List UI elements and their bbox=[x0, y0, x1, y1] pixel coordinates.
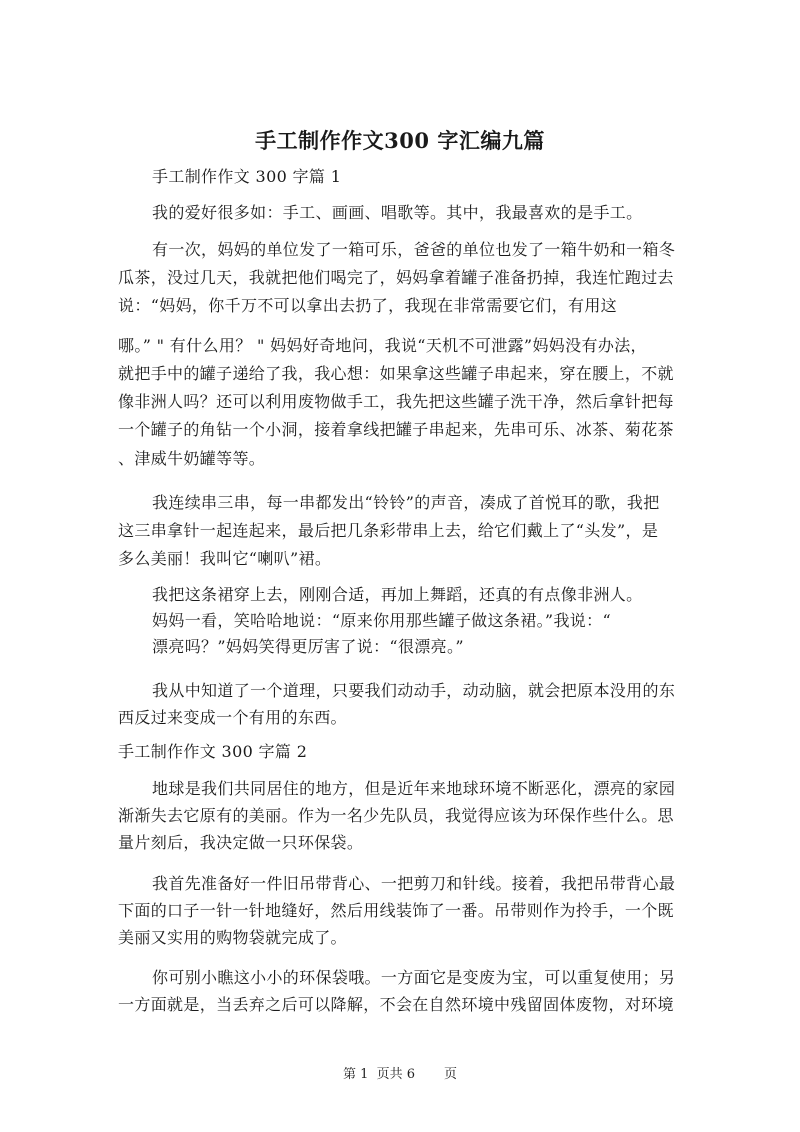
paragraph-line: 瓜茶，没过几天，我就把他们喝完了，妈妈拿着罐子准备扔掉，我连忙跑过去 bbox=[118, 268, 674, 287]
paragraph-line: 我首先准备好一件旧吊带背心、一把剪刀和针线。接着，我把吊带背心最 bbox=[152, 874, 676, 893]
paragraph-line: 你可别小瞧这小小的环保袋哦。一方面它是变废为宝，可以重复使用；另 bbox=[152, 968, 676, 987]
paragraph-line: 一方面就是，当丢弃之后可以降解，不会在自然环境中残留固体废物，对环境 bbox=[118, 995, 674, 1014]
paragraph-line: 有一次，妈妈的单位发了一箱可乐，爸爸的单位也发了一箱牛奶和一箱冬 bbox=[152, 240, 676, 259]
paragraph-line: 哪。” " 有什么用？ " 妈妈好奇地问，我说“天机不可泄露”妈妈没有办法， bbox=[118, 336, 647, 355]
paragraph-line: 说：“妈妈，你千万不可以拿出去扔了，我现在非常需要它们，有用这 bbox=[118, 296, 618, 315]
paragraph-line: 渐渐失去它原有的美丽。作为一名少先队员，我觉得应该为环保作些什么。思 bbox=[118, 806, 674, 825]
paragraph-line: 妈妈一看，笑哈哈地说：“原来你用那些罐子做这条裙。”我说：“ bbox=[152, 611, 612, 630]
paragraph-line: 量片刻后，我决定做一只环保袋。 bbox=[118, 833, 364, 852]
paragraph-line: 多么美丽！我叫它“喇叭”裙。 bbox=[118, 549, 332, 568]
page-footer: 第 1 页共 6 页 bbox=[343, 1067, 457, 1082]
paragraph-line: 漂亮吗？”妈妈笑得更厉害了说：“很漂亮。” bbox=[152, 637, 464, 656]
paragraph-line: 、津威牛奶罐等等。 bbox=[118, 449, 266, 468]
paragraph-line: 就把手中的罐子递给了我，我心想：如果拿这些罐子串起来，穿在腰上，不就 bbox=[118, 364, 674, 383]
paragraph-line: 西反过来变成一个有用的东西。 bbox=[118, 708, 347, 727]
paragraph-line: 像非洲人吗？还可以利用废物做手工，我先把这些罐子洗干净，然后拿针把每 bbox=[118, 392, 674, 411]
paragraph-line: 下面的口子一针一针地缝好，然后用线装饰了一番。吊带则作为拎手，一个既 bbox=[118, 901, 674, 920]
paragraph-line: 这三串拿针一起连起来，最后把几条彩带串上去，给它们戴上了“头发”，是 bbox=[118, 521, 659, 540]
paragraph-line: 我把这条裙穿上去，刚刚合适，再加上舞蹈，还真的有点像非洲人。 bbox=[152, 585, 643, 604]
paragraph-line: 我连续串三串，每一串都发出“铃铃”的声音，凑成了首悦耳的歌，我把 bbox=[152, 493, 660, 512]
paragraph-line: 地球是我们共同居住的地方，但是近年来地球环境不断恶化，漂亮的家园 bbox=[152, 779, 676, 798]
paragraph-line: 我的爱好很多如：手工、画画、唱歌等。其中，我最喜欢的是手工。 bbox=[152, 203, 643, 222]
document-title: 手工制作作文300 字汇编九篇 bbox=[255, 128, 545, 153]
paragraph-line: 一个罐子的角钻一个小洞，接着拿线把罐子串起来，先串可乐、冰茶、菊花茶 bbox=[118, 420, 674, 439]
section-heading-2: 手工制作作文 300 字篇 2 bbox=[118, 742, 308, 761]
section-heading-1: 手工制作作文 300 字篇 1 bbox=[152, 167, 342, 186]
paragraph-line: 我从中知道了一个道理，只要我们动动手，动动脑，就会把原本没用的东 bbox=[152, 681, 676, 700]
paragraph-line: 美丽又实用的购物袋就完成了。 bbox=[118, 928, 347, 947]
